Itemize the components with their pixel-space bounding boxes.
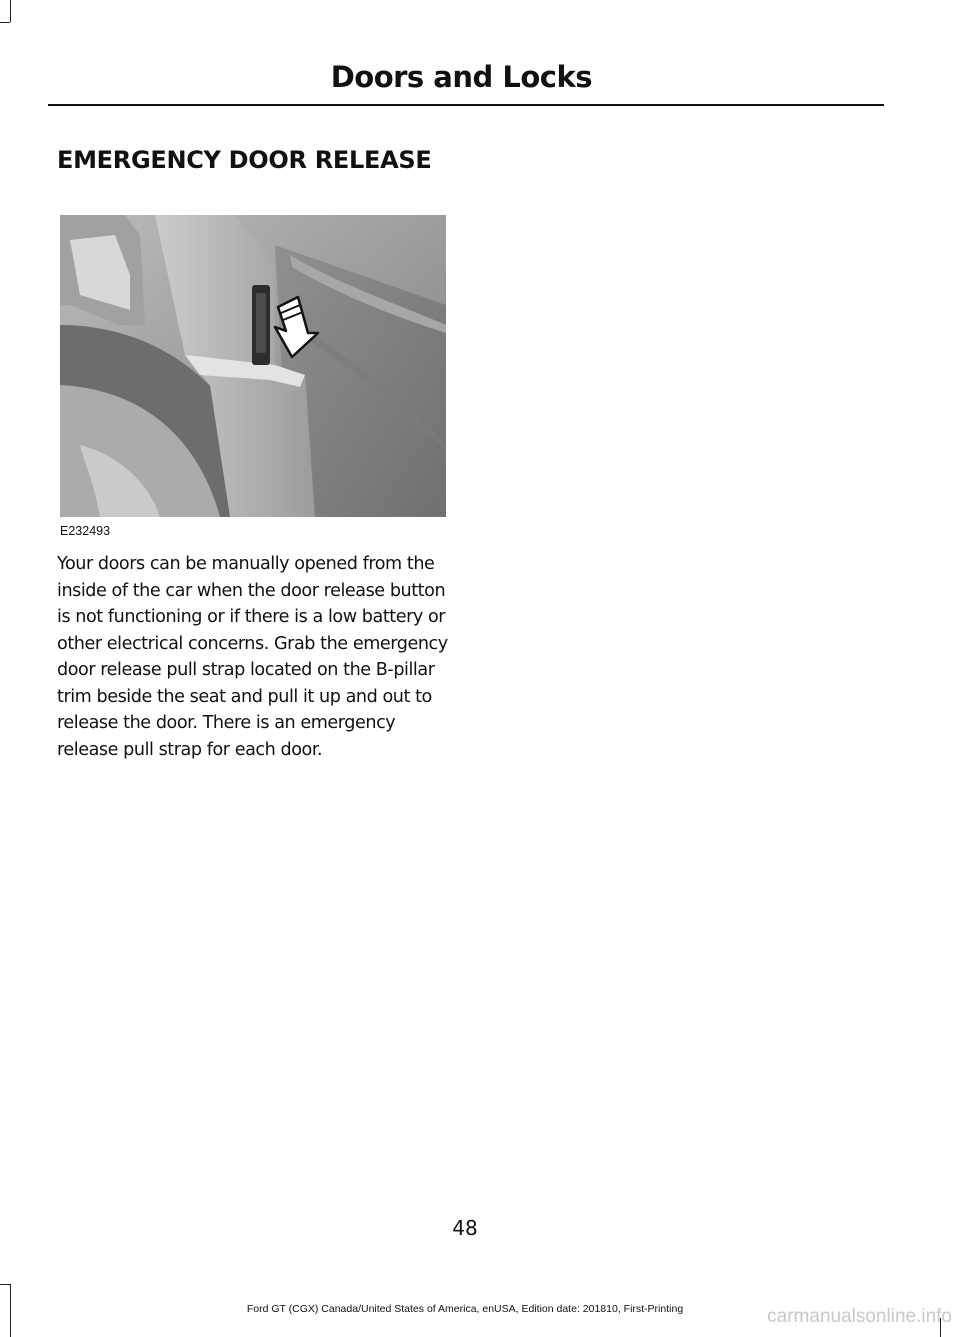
figure-id: E232493	[60, 524, 111, 538]
watermark: carmanualsonline.info	[767, 1306, 952, 1327]
b-pillar-illustration	[60, 215, 446, 517]
edition-footer: Ford GT (CGX) Canada/United States of America, enUSA, Edition date: 201810, First-Printing	[246, 1303, 684, 1315]
header-rule	[48, 104, 884, 106]
crop-mark-bottom-left-horizontal	[0, 1284, 10, 1285]
page-number: 48	[452, 1216, 478, 1240]
body-paragraph: Your doors can be manually opened from the inside of the car when the door release button is not functioning or if there is a low battery or other electrical concerns. Grab the emergency door release pull strap located on the B-pillar trim beside the seat and pull it up and out to release the door. There is an emergency release pull strap for each door.	[57, 554, 448, 760]
crop-mark-top-left	[10, 0, 11, 22]
section-heading: EMERGENCY DOOR RELEASE	[57, 146, 432, 174]
section-header: Doors and Locks	[330, 60, 592, 94]
door-release-illustration	[60, 215, 446, 517]
crop-mark-top-left-horizontal	[0, 22, 10, 23]
